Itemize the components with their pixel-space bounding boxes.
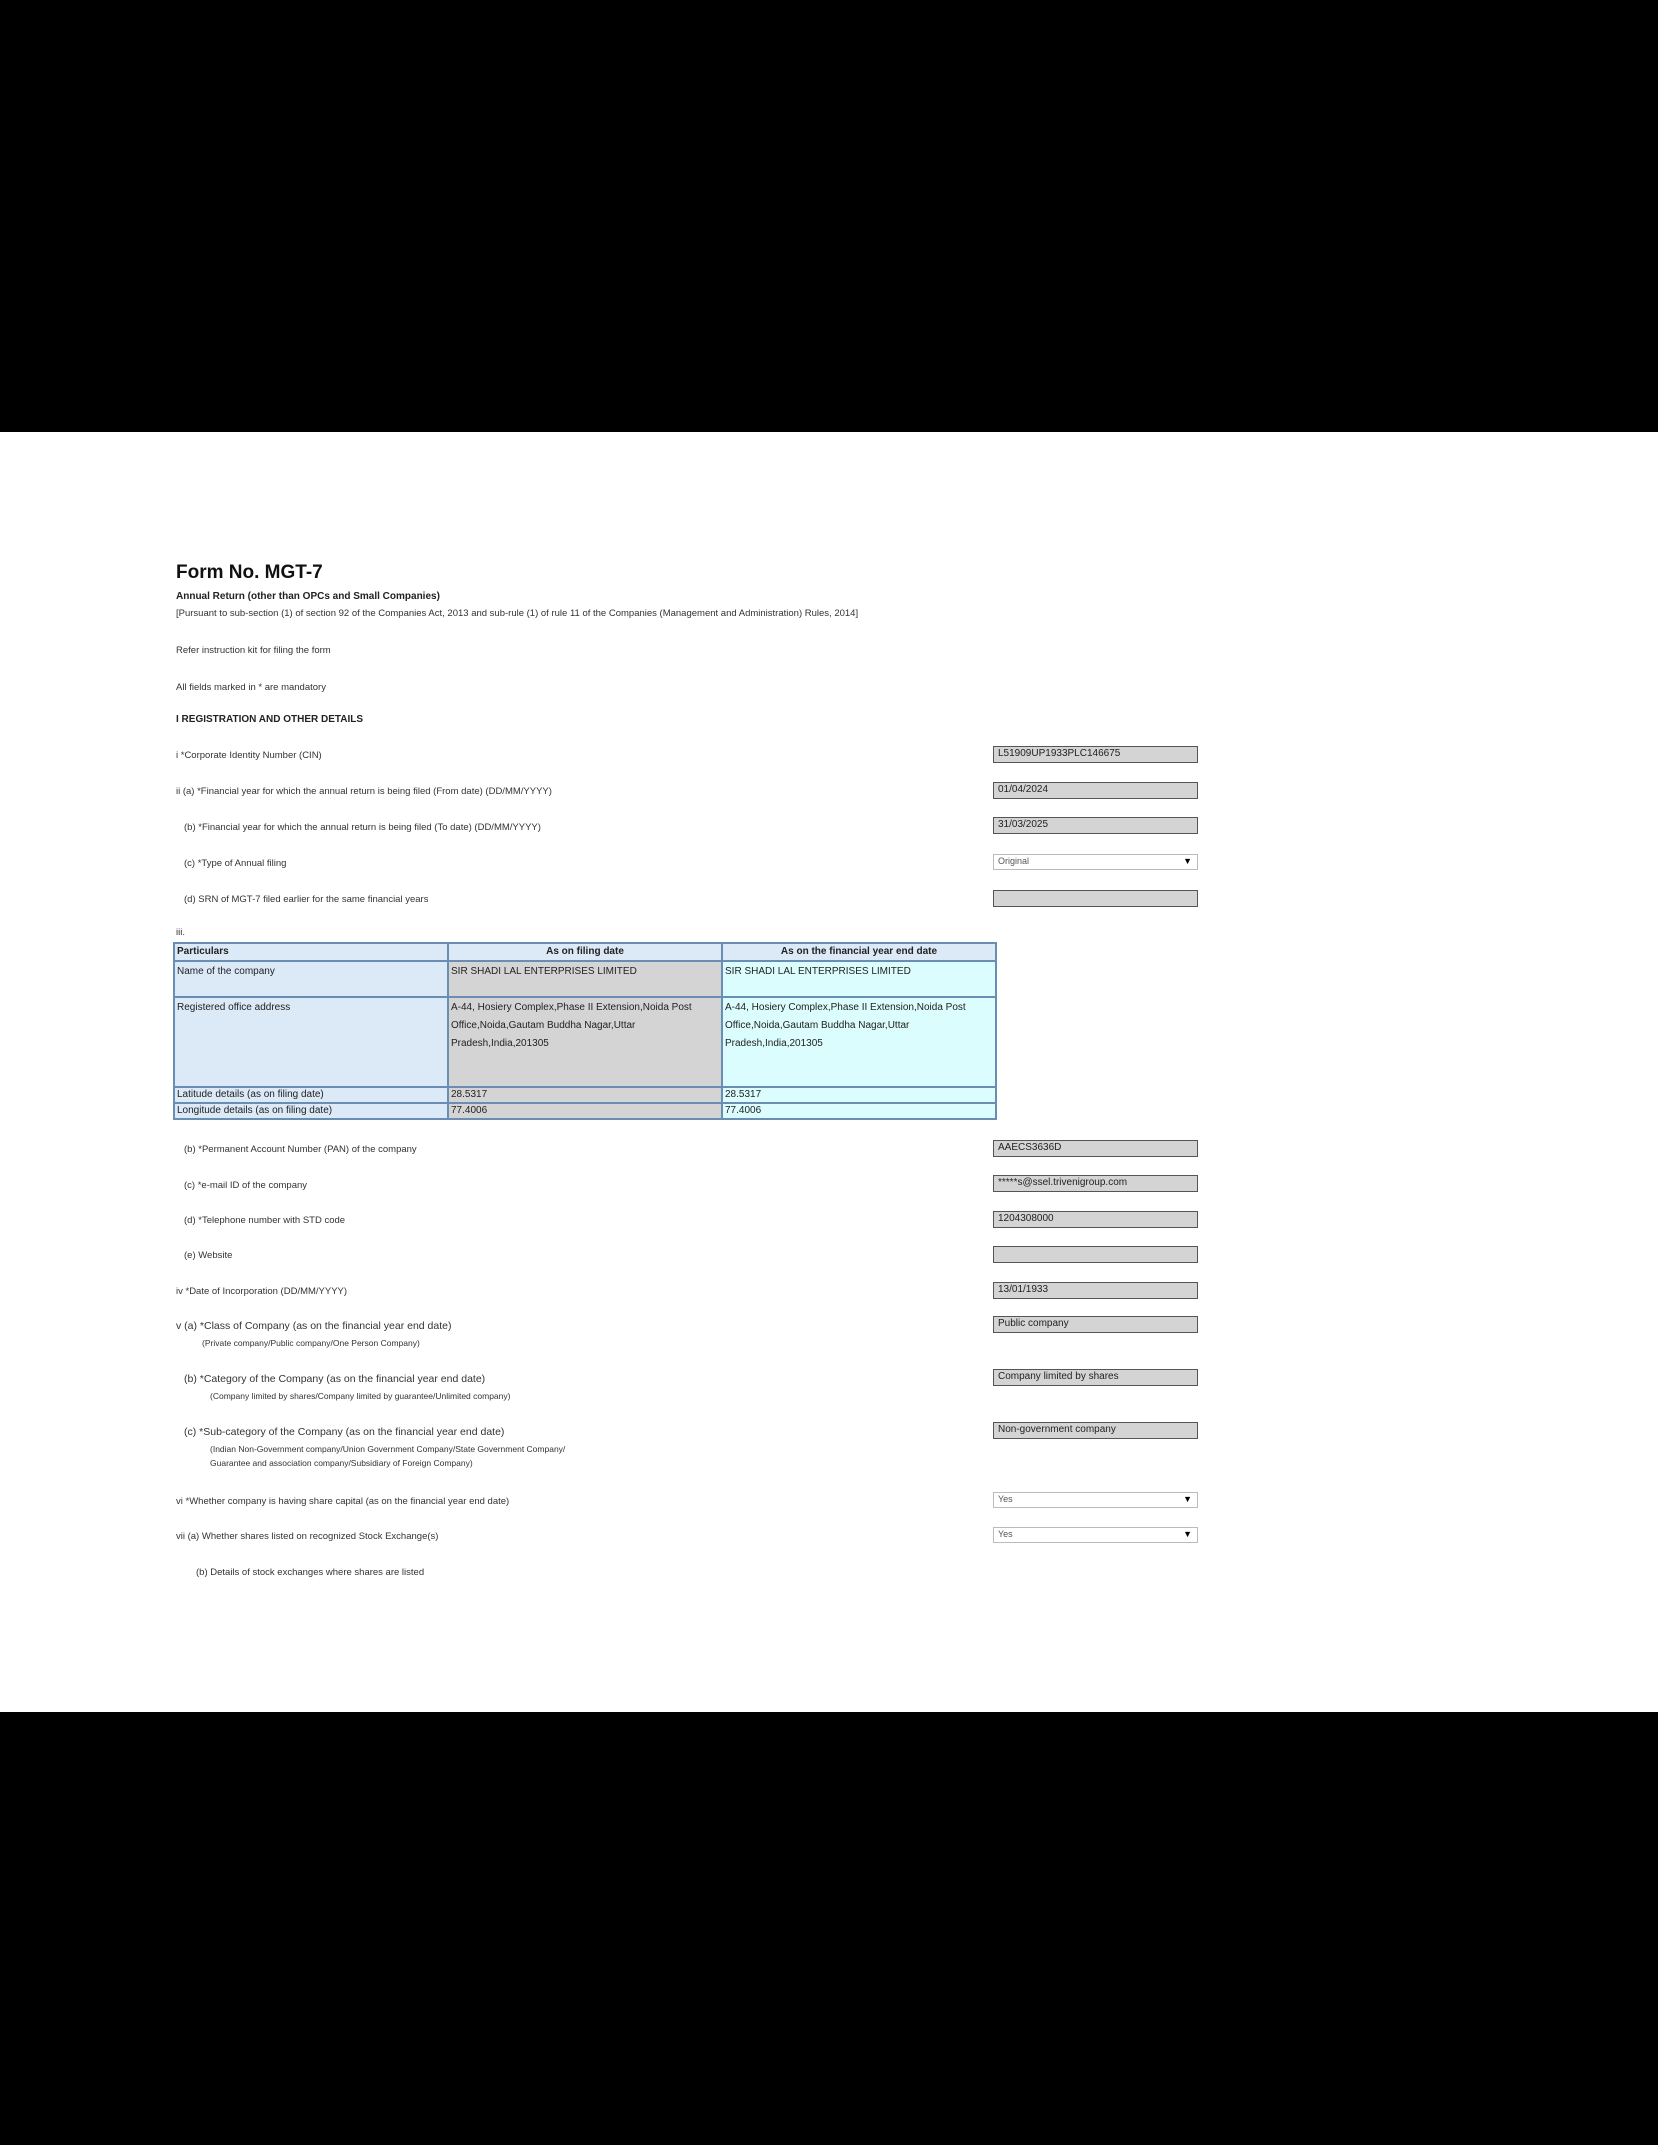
table-row [174,961,996,997]
filing-type-value: Original [998,856,1030,866]
srn-field[interactable] [993,890,1198,907]
row-filing-value: A-44, Hosiery Complex,Phase II Extension,Noida Post Office,Noida,Gautam Buddha Nagar,Uttar Pradesh,India,201305 [448,997,722,1087]
subcategory-question [184,1426,565,1470]
stock-details-label: (b) Details of stock exchanges where shares are listed [196,1567,425,1578]
row-label: Longitude details (as on filing date) [174,1103,448,1119]
class-hint: (Private company/Public company/One Person Company) [202,1338,420,1348]
mandatory-note: All fields marked in * are mandatory [176,682,326,693]
filing-type-select[interactable] [993,854,1198,870]
fy-from-field[interactable]: 01/04/2024 [993,782,1198,799]
class-field[interactable]: Public company [993,1316,1198,1333]
srn-label: (d) SRN of MGT-7 filed earlier for the same financial years [184,894,429,905]
incorporation-label: iv *Date of Incorporation (DD/MM/YYYY) [176,1286,348,1297]
email-field[interactable]: *****s@ssel.trivenigroup.com [993,1175,1198,1192]
header-particulars: Particulars [174,943,448,961]
share-capital-label: vi *Whether company is having share capital (as on the financial year end date) [176,1496,510,1507]
subcategory-field[interactable]: Non-government company [993,1422,1198,1439]
share-capital-value: Yes [998,1494,1013,1504]
category-hint: (Company limited by shares/Company limited by guarantee/Unlimited company) [210,1391,511,1401]
category-label: (b) *Category of the Company (as on the financial year end date) [184,1373,486,1385]
row-filing-value: 28.5317 [448,1087,722,1103]
phone-label: (d) *Telephone number with STD code [184,1215,346,1226]
dropdown-arrow-icon: ▼ [1183,856,1192,866]
email-label: (c) *e-mail ID of the company [184,1180,308,1191]
refer-note: Refer instruction kit for filing the form [176,645,331,656]
incorporation-field[interactable]: 13/01/1933 [993,1282,1198,1299]
row-fye-value[interactable]: 28.5317 [722,1087,996,1103]
row-label: Registered office address [174,997,448,1087]
website-label: (e) Website [184,1250,233,1261]
table-row [174,997,996,1087]
header-fy-end: As on the financial year end date [722,943,996,961]
form-page [0,432,1658,1712]
row-fye-value[interactable]: A-44, Hosiery Complex,Phase II Extension,Noida Post Office,Noida,Gautam Buddha Nagar,Uttar Pradesh,India,201305 [722,997,996,1087]
section-title: I REGISTRATION AND OTHER DETAILS [176,714,364,725]
listed-select[interactable] [993,1527,1198,1543]
filing-type-label: (c) *Type of Annual filing [184,858,287,869]
share-capital-select[interactable] [993,1492,1198,1508]
company-details-table [173,942,997,1120]
subcategory-hint-1: (Indian Non-Government company/Union Government Company/State Government Company/ [210,1444,566,1454]
row-filing-value: 77.4006 [448,1103,722,1119]
table-row [174,1103,996,1119]
fy-to-label: (b) *Financial year for which the annual return is being filed (To date) (DD/MM/YYYY) [184,822,541,833]
row-label: Latitude details (as on filing date) [174,1087,448,1103]
subcategory-label: (c) *Sub-category of the Company (as on the financial year end date) [184,1426,505,1438]
table-header-row [174,943,996,961]
class-question [176,1320,451,1350]
website-field[interactable] [993,1246,1198,1263]
fy-from-label: ii (a) *Financial year for which the annual return is being filed (From date) (DD/MM/YYYY) [176,786,552,797]
row-label: Name of the company [174,961,448,997]
pursuant-note: [Pursuant to sub-section (1) of section 92 of the Companies Act, 2013 and sub-rule (1) of rule 11 of the Companies (Management and Administration) Rules, 2014] [176,608,859,619]
subcategory-hint-2: Guarantee and association company/Subsidiary of Foreign Company) [210,1458,473,1468]
row-fye-value[interactable]: 77.4006 [722,1103,996,1119]
fy-to-field[interactable]: 31/03/2025 [993,817,1198,834]
listed-value: Yes [998,1529,1013,1539]
form-title: Form No. MGT-7 [176,562,323,583]
dropdown-arrow-icon: ▼ [1183,1529,1192,1539]
phone-field[interactable]: 1204308000 [993,1211,1198,1228]
cin-label: i *Corporate Identity Number (CIN) [176,750,322,761]
form-subtitle: Annual Return (other than OPCs and Small Companies) [176,591,440,602]
row-filing-value: SIR SHADI LAL ENTERPRISES LIMITED [448,961,722,997]
dropdown-arrow-icon: ▼ [1183,1494,1192,1504]
cin-field[interactable]: L51909UP1933PLC146675 [993,746,1198,763]
table-row [174,1087,996,1103]
pan-field[interactable]: AAECS3636D [993,1140,1198,1157]
class-label: v (a) *Class of Company (as on the financial year end date) [176,1320,452,1332]
pan-label: (b) *Permanent Account Number (PAN) of the company [184,1144,417,1155]
listed-label: vii (a) Whether shares listed on recognized Stock Exchange(s) [176,1531,439,1542]
category-field[interactable]: Company limited by shares [993,1369,1198,1386]
row-fye-value[interactable]: SIR SHADI LAL ENTERPRISES LIMITED [722,961,996,997]
header-filing-date: As on filing date [448,943,722,961]
iii-label: iii. [176,927,185,938]
category-question [184,1373,510,1403]
